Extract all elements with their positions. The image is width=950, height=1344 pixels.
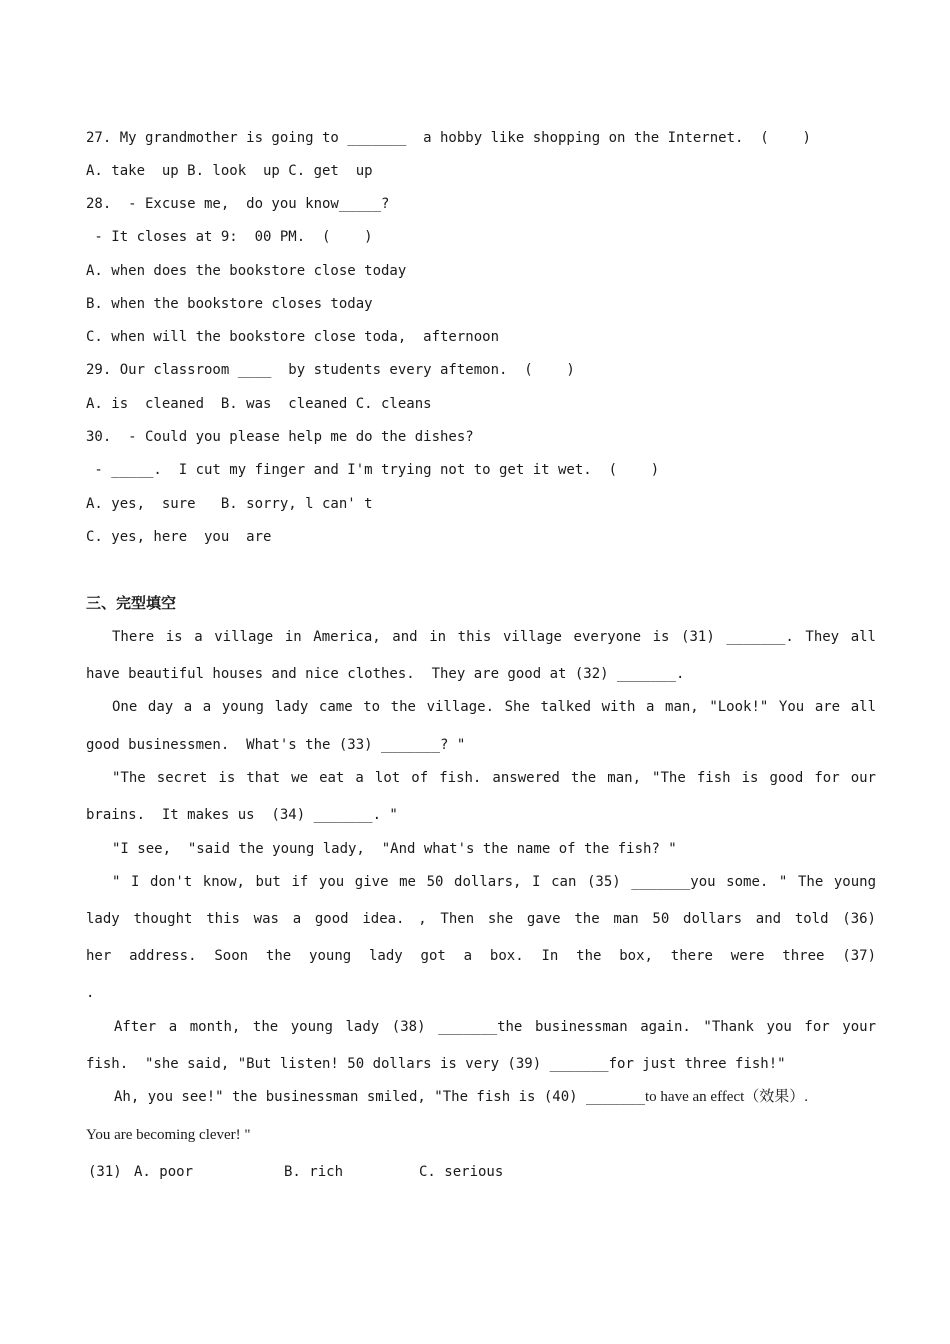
cloze-line-2: have beautiful houses and nice clothes. They are good at (32) _______.	[86, 666, 685, 682]
cloze-line-8: " I don't know, but if you give me 50 dollars, I can (35) _______you some. " The young	[112, 874, 876, 890]
cloze-line-14-main: Ah, you see!" the businessman smiled, "The fish is (40) _______	[114, 1089, 646, 1105]
question-27-options: A. take up B. look up C. get up	[86, 163, 373, 179]
cloze-line-11: .	[86, 985, 95, 1001]
cloze-line-4: good businessmen. What's the (33) _______? "	[86, 737, 466, 753]
question-28-option-c: C. when will the bookstore close toda, afternoon	[86, 329, 500, 345]
question-29-options: A. is cleaned B. was cleaned C. cleans	[86, 396, 432, 412]
cloze-line-6: brains. It makes us (34) _______. "	[86, 807, 398, 823]
question-30-reply: - _____. I cut my finger and I'm trying not to get it wet. ( )	[86, 462, 660, 478]
question-28-stem: 28. - Excuse me, do you know_____?	[86, 196, 390, 212]
cloze-line-12: After a month, the young lady (38) _______the businessman again. "Thank you for your	[114, 1019, 876, 1035]
question-30-option-ab: A. yes, sure B. sorry, l can' t	[86, 496, 373, 512]
question-28-option-a: A. when does the bookstore close today	[86, 263, 407, 279]
question-28-reply: - It closes at 9: 00 PM. ( )	[86, 229, 373, 245]
cloze-line-5: "The secret is that we eat a lot of fish. answered the man, "The fish is good for our	[112, 770, 876, 786]
cloze-line-9: lady thought this was a good idea. , Then she gave the man 50 dollars and told (36)	[86, 911, 876, 927]
question-30-stem: 30. - Could you please help me do the dishes?	[86, 429, 474, 445]
question-30-option-c: C. yes, here you are	[86, 529, 272, 545]
cloze-line-3: One day a a young lady came to the village. She talked with a man, "Look!" You are all	[112, 699, 876, 715]
option-31-number: (31)	[88, 1164, 122, 1180]
question-27-stem: 27. My grandmother is going to _______ a hobby like shopping on the Internet. ( )	[86, 130, 811, 146]
cloze-line-10: her address. Soon the young lady got a box. In the box, there were three (37)	[86, 948, 876, 964]
cloze-line-13: fish. "she said, "But listen! 50 dollars is very (39) _______for just three fish!"	[86, 1056, 786, 1072]
cloze-line-7: "I see, "said the young lady, "And what's the name of the fish? "	[112, 841, 677, 857]
option-31-a: A. poor	[134, 1164, 194, 1180]
cloze-line-14-tail: to have an effect（效果）.	[645, 1089, 809, 1105]
option-31-b: B. rich	[284, 1164, 344, 1180]
section-heading-cloze: 三、完型填空	[86, 594, 177, 612]
question-28-option-b: B. when the bookstore closes today	[86, 296, 373, 312]
cloze-line-14	[114, 1088, 876, 1106]
question-29-stem: 29. Our classroom ____ by students every aftemon. ( )	[86, 362, 575, 378]
cloze-line-1: There is a village in America, and in this village everyone is (31) _______. They all	[112, 629, 876, 645]
cloze-line-15: You are becoming clever! "	[86, 1127, 251, 1143]
option-31-c: C. serious	[419, 1164, 504, 1180]
